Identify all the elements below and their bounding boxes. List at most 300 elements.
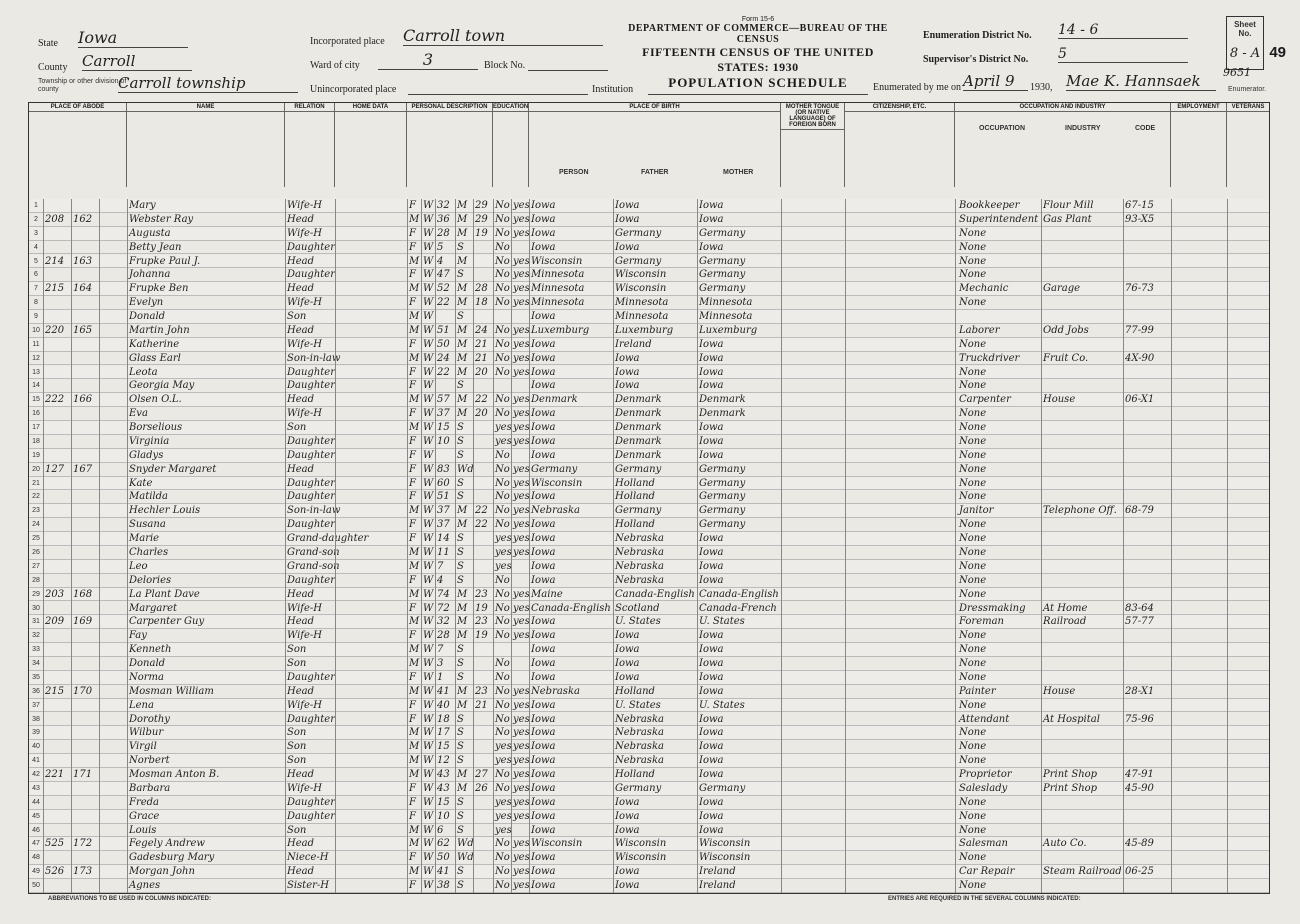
cell-fam bbox=[73, 699, 99, 713]
table-row bbox=[29, 713, 1269, 727]
cell-sch: No bbox=[495, 297, 510, 309]
cell-code: 75-96 bbox=[1125, 713, 1154, 725]
cell-fam bbox=[73, 796, 99, 810]
cell-dw: 221 bbox=[45, 769, 65, 781]
cell-n: 35 bbox=[32, 673, 40, 681]
cell-rel: Daughter bbox=[287, 796, 335, 808]
county-value: Carroll bbox=[82, 52, 192, 71]
cell-rel: Daughter bbox=[287, 713, 335, 725]
cell-sch: No bbox=[495, 477, 510, 489]
cell-bp: Wisconsin bbox=[531, 477, 583, 489]
cell-bp: Iowa bbox=[531, 658, 556, 670]
cell-occ: None bbox=[959, 366, 987, 378]
cell-fbp: Denmark bbox=[615, 422, 662, 434]
table-row bbox=[29, 213, 1269, 227]
cell-sex: F bbox=[409, 227, 416, 239]
cell-name: Leo bbox=[129, 560, 148, 572]
cell-name: Norbert bbox=[129, 755, 170, 767]
cell-code bbox=[1125, 518, 1169, 532]
cell-name: Susana bbox=[129, 519, 166, 531]
cell-code bbox=[1125, 477, 1169, 491]
table-row bbox=[29, 851, 1269, 865]
cell-rd: yes bbox=[513, 810, 530, 822]
cell-age: 60 bbox=[437, 477, 450, 489]
cell-occ: None bbox=[959, 574, 987, 586]
cell-fam bbox=[73, 477, 99, 491]
cell-ms: Wd bbox=[457, 852, 474, 864]
cell-fbp: Iowa bbox=[615, 644, 640, 656]
cell-sch: yes bbox=[495, 547, 512, 558]
cell-mbp: Iowa bbox=[699, 449, 724, 461]
cell-occ: Dressmaking bbox=[959, 602, 1026, 614]
cell-am bbox=[475, 435, 491, 449]
cell-name: Morgan John bbox=[129, 866, 195, 878]
cell-ms: M bbox=[457, 366, 468, 378]
cell-bp: Nebraska bbox=[531, 505, 580, 517]
cell-ms: M bbox=[457, 602, 468, 614]
cell-age: 3 bbox=[437, 658, 444, 670]
cell-rd bbox=[513, 310, 529, 324]
cell-fam bbox=[73, 310, 99, 324]
cell-fbp: Germany bbox=[615, 505, 662, 517]
cell-fbp: Iowa bbox=[615, 352, 640, 364]
table-row bbox=[29, 865, 1269, 879]
table-row bbox=[29, 754, 1269, 768]
table-row bbox=[29, 477, 1269, 491]
cell-ind: Print Shop bbox=[1043, 769, 1098, 781]
cell-race: W bbox=[423, 269, 434, 281]
cell-fam bbox=[73, 490, 99, 504]
cell-n: 23 bbox=[32, 507, 40, 515]
cell-fam bbox=[73, 851, 99, 865]
cell-rel: Daughter bbox=[287, 671, 335, 683]
cell-ind bbox=[1043, 532, 1123, 546]
cell-bp: Iowa bbox=[531, 741, 556, 753]
cell-name: Georgia May bbox=[129, 380, 195, 392]
cell-ms: M bbox=[457, 519, 468, 531]
cell-ind: Telephone Off. bbox=[1043, 505, 1117, 517]
cell-fam: 164 bbox=[73, 283, 93, 295]
cell-dw: 526 bbox=[45, 866, 65, 878]
table-row bbox=[29, 532, 1269, 546]
column-rule bbox=[335, 199, 336, 893]
cell-am: 23 bbox=[475, 685, 488, 697]
table-row bbox=[29, 657, 1269, 671]
cell-fam: 162 bbox=[73, 213, 93, 225]
cell-fam bbox=[73, 338, 99, 352]
cell-n: 7 bbox=[34, 285, 38, 293]
cell-fbp: Nebraska bbox=[615, 547, 664, 558]
ward-value: 3 bbox=[378, 50, 478, 70]
cell-occ: None bbox=[959, 880, 987, 892]
colhead-personal: PERSONAL DESCRIPTION bbox=[407, 103, 493, 187]
cell-code bbox=[1125, 879, 1169, 893]
cell-dw: 209 bbox=[45, 616, 65, 628]
cell-n: 31 bbox=[32, 618, 40, 626]
cell-n: 9 bbox=[34, 313, 38, 321]
table-row bbox=[29, 546, 1269, 560]
cell-code bbox=[1125, 241, 1169, 255]
column-rule bbox=[99, 199, 100, 893]
table-row bbox=[29, 615, 1269, 629]
cell-ms: M bbox=[457, 283, 468, 295]
cell-code: 67-15 bbox=[1125, 200, 1154, 211]
cell-race: W bbox=[423, 491, 434, 503]
cell-code bbox=[1125, 574, 1169, 588]
cell-rd: yes bbox=[513, 435, 530, 447]
cell-am bbox=[475, 837, 491, 851]
cell-dw bbox=[45, 602, 71, 616]
table-row bbox=[29, 837, 1269, 851]
cell-dw bbox=[45, 560, 71, 574]
cell-ms: M bbox=[457, 616, 468, 628]
cell-age: 83 bbox=[437, 463, 450, 475]
cell-age bbox=[437, 379, 455, 393]
table-row bbox=[29, 449, 1269, 463]
cell-fbp: Ireland bbox=[615, 338, 652, 350]
cell-sch: No bbox=[495, 491, 510, 503]
cell-name: Johanna bbox=[129, 269, 171, 281]
cell-sch: No bbox=[495, 630, 510, 642]
cell-mbp: Wisconsin bbox=[699, 838, 751, 850]
cell-bp: Canada-English bbox=[531, 602, 611, 614]
cell-rel: Wife-H bbox=[287, 227, 323, 239]
cell-n: 14 bbox=[32, 382, 40, 390]
cell-sex: F bbox=[409, 630, 416, 642]
cell-name: Mosman William bbox=[129, 685, 214, 697]
cell-sch: No bbox=[495, 449, 510, 461]
cell-sch: No bbox=[495, 616, 510, 628]
cell-bp: Iowa bbox=[531, 338, 556, 350]
cell-age: 15 bbox=[437, 796, 450, 808]
cell-age: 51 bbox=[437, 324, 450, 336]
cell-occ bbox=[959, 310, 1041, 324]
cell-fam bbox=[73, 754, 99, 768]
cell-n: 47 bbox=[32, 840, 40, 848]
cell-mbp: Germany bbox=[699, 283, 746, 295]
cell-am: 28 bbox=[475, 283, 488, 295]
cell-rd: yes bbox=[513, 769, 530, 781]
cell-sex: F bbox=[409, 241, 416, 253]
table-row bbox=[29, 824, 1269, 838]
cell-age: 62 bbox=[437, 838, 450, 850]
cell-bp: Iowa bbox=[531, 422, 556, 434]
cell-ms: S bbox=[457, 422, 464, 434]
cell-rd: yes bbox=[513, 213, 530, 225]
table-row bbox=[29, 463, 1269, 477]
cell-ms: Wd bbox=[457, 838, 474, 850]
cell-am: 23 bbox=[475, 616, 488, 628]
cell-occ: None bbox=[959, 241, 987, 253]
cell-n: 6 bbox=[34, 271, 38, 279]
cell-sex: M bbox=[409, 213, 420, 225]
cell-race: W bbox=[423, 782, 434, 794]
cell-mbp: Iowa bbox=[699, 769, 724, 781]
cell-fam: 165 bbox=[73, 324, 93, 336]
cell-ms: S bbox=[457, 547, 464, 558]
cell-fam: 172 bbox=[73, 838, 93, 850]
cell-mbp: Iowa bbox=[699, 560, 724, 572]
cell-fbp: Germany bbox=[615, 463, 662, 475]
cell-ind: Print Shop bbox=[1043, 782, 1098, 794]
cell-fbp: Wisconsin bbox=[615, 838, 667, 850]
cell-code bbox=[1125, 407, 1169, 421]
cell-sex: F bbox=[409, 477, 416, 489]
cell-age: 1 bbox=[437, 671, 444, 683]
cell-fam bbox=[73, 574, 99, 588]
table-row bbox=[29, 726, 1269, 740]
cell-mbp: Germany bbox=[699, 505, 746, 517]
cell-am: 26 bbox=[475, 782, 488, 794]
cell-fam bbox=[73, 352, 99, 366]
cell-sex: F bbox=[409, 463, 416, 475]
cell-ind bbox=[1043, 879, 1123, 893]
cell-mbp: Iowa bbox=[699, 213, 724, 225]
cell-rd: yes bbox=[513, 602, 530, 614]
cell-dw: 208 bbox=[45, 213, 65, 225]
cell-sch: No bbox=[495, 352, 510, 364]
cell-age bbox=[437, 310, 455, 324]
cell-fbp: U. States bbox=[615, 699, 661, 711]
cell-n: 1 bbox=[34, 202, 38, 209]
cell-race: W bbox=[423, 880, 434, 892]
cell-am bbox=[475, 560, 491, 574]
cell-ms: M bbox=[457, 588, 468, 600]
cell-race: W bbox=[423, 838, 434, 850]
enum-district-label: Enumeration District No. bbox=[923, 30, 1032, 41]
cell-am: 20 bbox=[475, 366, 488, 378]
cell-fam bbox=[73, 560, 99, 574]
cell-mbp: Ireland bbox=[699, 866, 736, 878]
cell-occ: None bbox=[959, 644, 987, 656]
cell-sex: M bbox=[409, 866, 420, 878]
cell-am bbox=[475, 713, 491, 727]
colhead-veterans: VETERANS bbox=[1227, 103, 1269, 187]
cell-sex: F bbox=[409, 782, 416, 794]
cell-code: 4X-90 bbox=[1125, 352, 1155, 364]
cell-age: 32 bbox=[437, 616, 450, 628]
cell-am: 27 bbox=[475, 769, 488, 781]
table-row bbox=[29, 643, 1269, 657]
cell-mbp: Germany bbox=[699, 491, 746, 503]
cell-fbp: Iowa bbox=[615, 796, 640, 808]
cell-occ: Laborer bbox=[959, 324, 1000, 336]
cell-rel: Son bbox=[287, 727, 307, 739]
cell-bp: Iowa bbox=[531, 533, 556, 545]
column-rule bbox=[781, 199, 782, 893]
cell-rel: Daughter bbox=[287, 519, 335, 531]
cell-sex: F bbox=[409, 796, 416, 808]
cell-am bbox=[475, 574, 491, 588]
cell-n: 40 bbox=[32, 743, 40, 751]
cell-fbp: Germany bbox=[615, 227, 662, 239]
cell-sex: M bbox=[409, 255, 420, 267]
cell-ms: M bbox=[457, 200, 468, 211]
column-rule bbox=[493, 199, 494, 893]
cell-occ: None bbox=[959, 727, 987, 739]
cell-code bbox=[1125, 754, 1169, 768]
footer-abbrev: ABBREVIATIONS TO BE USED IN COLUMNS INDICATED: bbox=[48, 896, 212, 902]
cell-dw bbox=[45, 518, 71, 532]
cell-fbp: Scotland bbox=[615, 602, 660, 614]
cell-bp: Iowa bbox=[531, 491, 556, 503]
cell-ind: Railroad bbox=[1043, 616, 1087, 628]
cell-race: W bbox=[423, 380, 434, 392]
cell-fam: 169 bbox=[73, 616, 93, 628]
cell-n: 41 bbox=[32, 757, 40, 765]
cell-race: W bbox=[423, 866, 434, 878]
cell-rel: Daughter bbox=[287, 269, 335, 281]
enumerator-suffix: 9651 bbox=[1223, 66, 1251, 79]
cell-dw bbox=[45, 532, 71, 546]
cell-mbp: Germany bbox=[699, 269, 746, 281]
cell-bp: Iowa bbox=[531, 560, 556, 572]
cell-race: W bbox=[423, 519, 434, 531]
cell-fbp: Nebraska bbox=[615, 755, 664, 767]
cell-am: 22 bbox=[475, 394, 488, 406]
cell-code: 77-99 bbox=[1125, 324, 1154, 336]
cell-ms: M bbox=[457, 685, 468, 697]
cell-age: 38 bbox=[437, 880, 450, 892]
cell-mbp: Minnesota bbox=[699, 311, 753, 323]
department-title: DEPARTMENT OF COMMERCE—BUREAU OF THE CENSUS bbox=[628, 23, 888, 45]
colhead-education: EDUCATION bbox=[493, 103, 529, 187]
cell-ind bbox=[1043, 726, 1123, 740]
cell-rel: Son bbox=[287, 422, 307, 434]
cell-name: Betty Jean bbox=[129, 241, 182, 253]
cell-race: W bbox=[423, 699, 434, 711]
cell-n: 43 bbox=[32, 784, 40, 792]
cell-race: W bbox=[423, 810, 434, 822]
cell-occ: None bbox=[959, 422, 987, 434]
cell-race: W bbox=[423, 533, 434, 545]
cell-rel: Head bbox=[287, 255, 315, 267]
cell-mbp: Iowa bbox=[699, 547, 724, 558]
unincorporated-line bbox=[408, 94, 588, 95]
cell-code: 06-X1 bbox=[1125, 394, 1155, 406]
cell-am bbox=[475, 796, 491, 810]
cell-name: Virginia bbox=[129, 435, 170, 447]
cell-sch: yes bbox=[495, 435, 512, 447]
cell-bp: Wisconsin bbox=[531, 255, 583, 267]
cell-sch: No bbox=[495, 685, 510, 697]
cell-fam bbox=[73, 657, 99, 671]
cell-mbp: Denmark bbox=[699, 408, 746, 420]
cell-dw bbox=[45, 366, 71, 380]
table-row bbox=[29, 560, 1269, 574]
cell-name: Barbara bbox=[129, 782, 171, 794]
cell-sex: F bbox=[409, 880, 416, 892]
cell-dw bbox=[45, 352, 71, 366]
cell-sch: No bbox=[495, 713, 510, 725]
cell-fbp: Nebraska bbox=[615, 741, 664, 753]
cell-age: 41 bbox=[437, 866, 450, 878]
enumerator-name: Mae K. Hannsaek bbox=[1066, 72, 1216, 91]
cell-am bbox=[475, 546, 491, 560]
footer bbox=[28, 896, 1268, 912]
county-label: County bbox=[38, 62, 68, 73]
cell-occ: None bbox=[959, 630, 987, 642]
cell-sch: No bbox=[495, 338, 510, 350]
cell-rd: yes bbox=[513, 866, 530, 878]
cell-rel: Head bbox=[287, 213, 315, 225]
cell-bp: Iowa bbox=[531, 796, 556, 808]
cell-rd bbox=[513, 824, 529, 838]
cell-ms: S bbox=[457, 741, 464, 753]
cell-ms: M bbox=[457, 324, 468, 336]
cell-fam: 170 bbox=[73, 685, 93, 697]
cell-race: W bbox=[423, 671, 434, 683]
table-row bbox=[29, 504, 1269, 518]
cell-mbp: Iowa bbox=[699, 352, 724, 364]
enum-district-value: 14 - 6 bbox=[1058, 22, 1188, 39]
cell-ind bbox=[1043, 490, 1123, 504]
cell-bp: Iowa bbox=[531, 227, 556, 239]
cell-race: W bbox=[423, 213, 434, 225]
cell-sex: M bbox=[409, 394, 420, 406]
cell-mbp: Iowa bbox=[699, 755, 724, 767]
cell-rd: yes bbox=[513, 616, 530, 628]
cell-sch: No bbox=[495, 505, 510, 517]
cell-ind bbox=[1043, 255, 1123, 269]
cell-n: 30 bbox=[32, 604, 40, 612]
cell-bp: Iowa bbox=[531, 699, 556, 711]
cell-sex: M bbox=[409, 727, 420, 739]
table-row bbox=[29, 602, 1269, 616]
cell-name: Frupke Ben bbox=[129, 283, 189, 295]
table-row bbox=[29, 338, 1269, 352]
cell-dw bbox=[45, 726, 71, 740]
cell-am: 18 bbox=[475, 297, 488, 309]
cell-age: 28 bbox=[437, 227, 450, 239]
cell-age: 11 bbox=[437, 547, 450, 558]
cell-sex: F bbox=[409, 380, 416, 392]
cell-bp: Iowa bbox=[531, 727, 556, 739]
cell-fbp: Denmark bbox=[615, 408, 662, 420]
cell-code: 28-X1 bbox=[1125, 685, 1155, 697]
sheet-number-box bbox=[1226, 16, 1264, 70]
cell-am: 20 bbox=[475, 408, 488, 420]
cell-bp: Iowa bbox=[531, 616, 556, 628]
column-rule bbox=[71, 199, 72, 893]
cell-ms: M bbox=[457, 227, 468, 239]
cell-rel: Daughter bbox=[287, 380, 335, 392]
cell-dw bbox=[45, 421, 71, 435]
title-block bbox=[618, 16, 898, 91]
cell-ms: S bbox=[457, 880, 464, 892]
table-row bbox=[29, 699, 1269, 713]
cell-rd: yes bbox=[513, 408, 530, 420]
cell-ms: Wd bbox=[457, 463, 474, 475]
cell-sch: No bbox=[495, 880, 510, 892]
cell-ind bbox=[1043, 268, 1123, 282]
cell-fbp: Holland bbox=[615, 685, 655, 697]
cell-fam bbox=[73, 713, 99, 727]
cell-ms: S bbox=[457, 644, 464, 656]
cell-age: 14 bbox=[437, 533, 450, 545]
cell-sch: No bbox=[495, 366, 510, 378]
cell-occ: None bbox=[959, 255, 987, 267]
cell-sex: F bbox=[409, 671, 416, 683]
cell-n: 19 bbox=[32, 451, 40, 459]
cell-race: W bbox=[423, 505, 434, 517]
cell-code bbox=[1125, 810, 1169, 824]
cell-dw: 222 bbox=[45, 394, 65, 406]
cell-fbp: Iowa bbox=[615, 880, 640, 892]
cell-occ: None bbox=[959, 755, 987, 767]
cell-fbp: Denmark bbox=[615, 435, 662, 447]
cell-sex: M bbox=[409, 505, 420, 517]
